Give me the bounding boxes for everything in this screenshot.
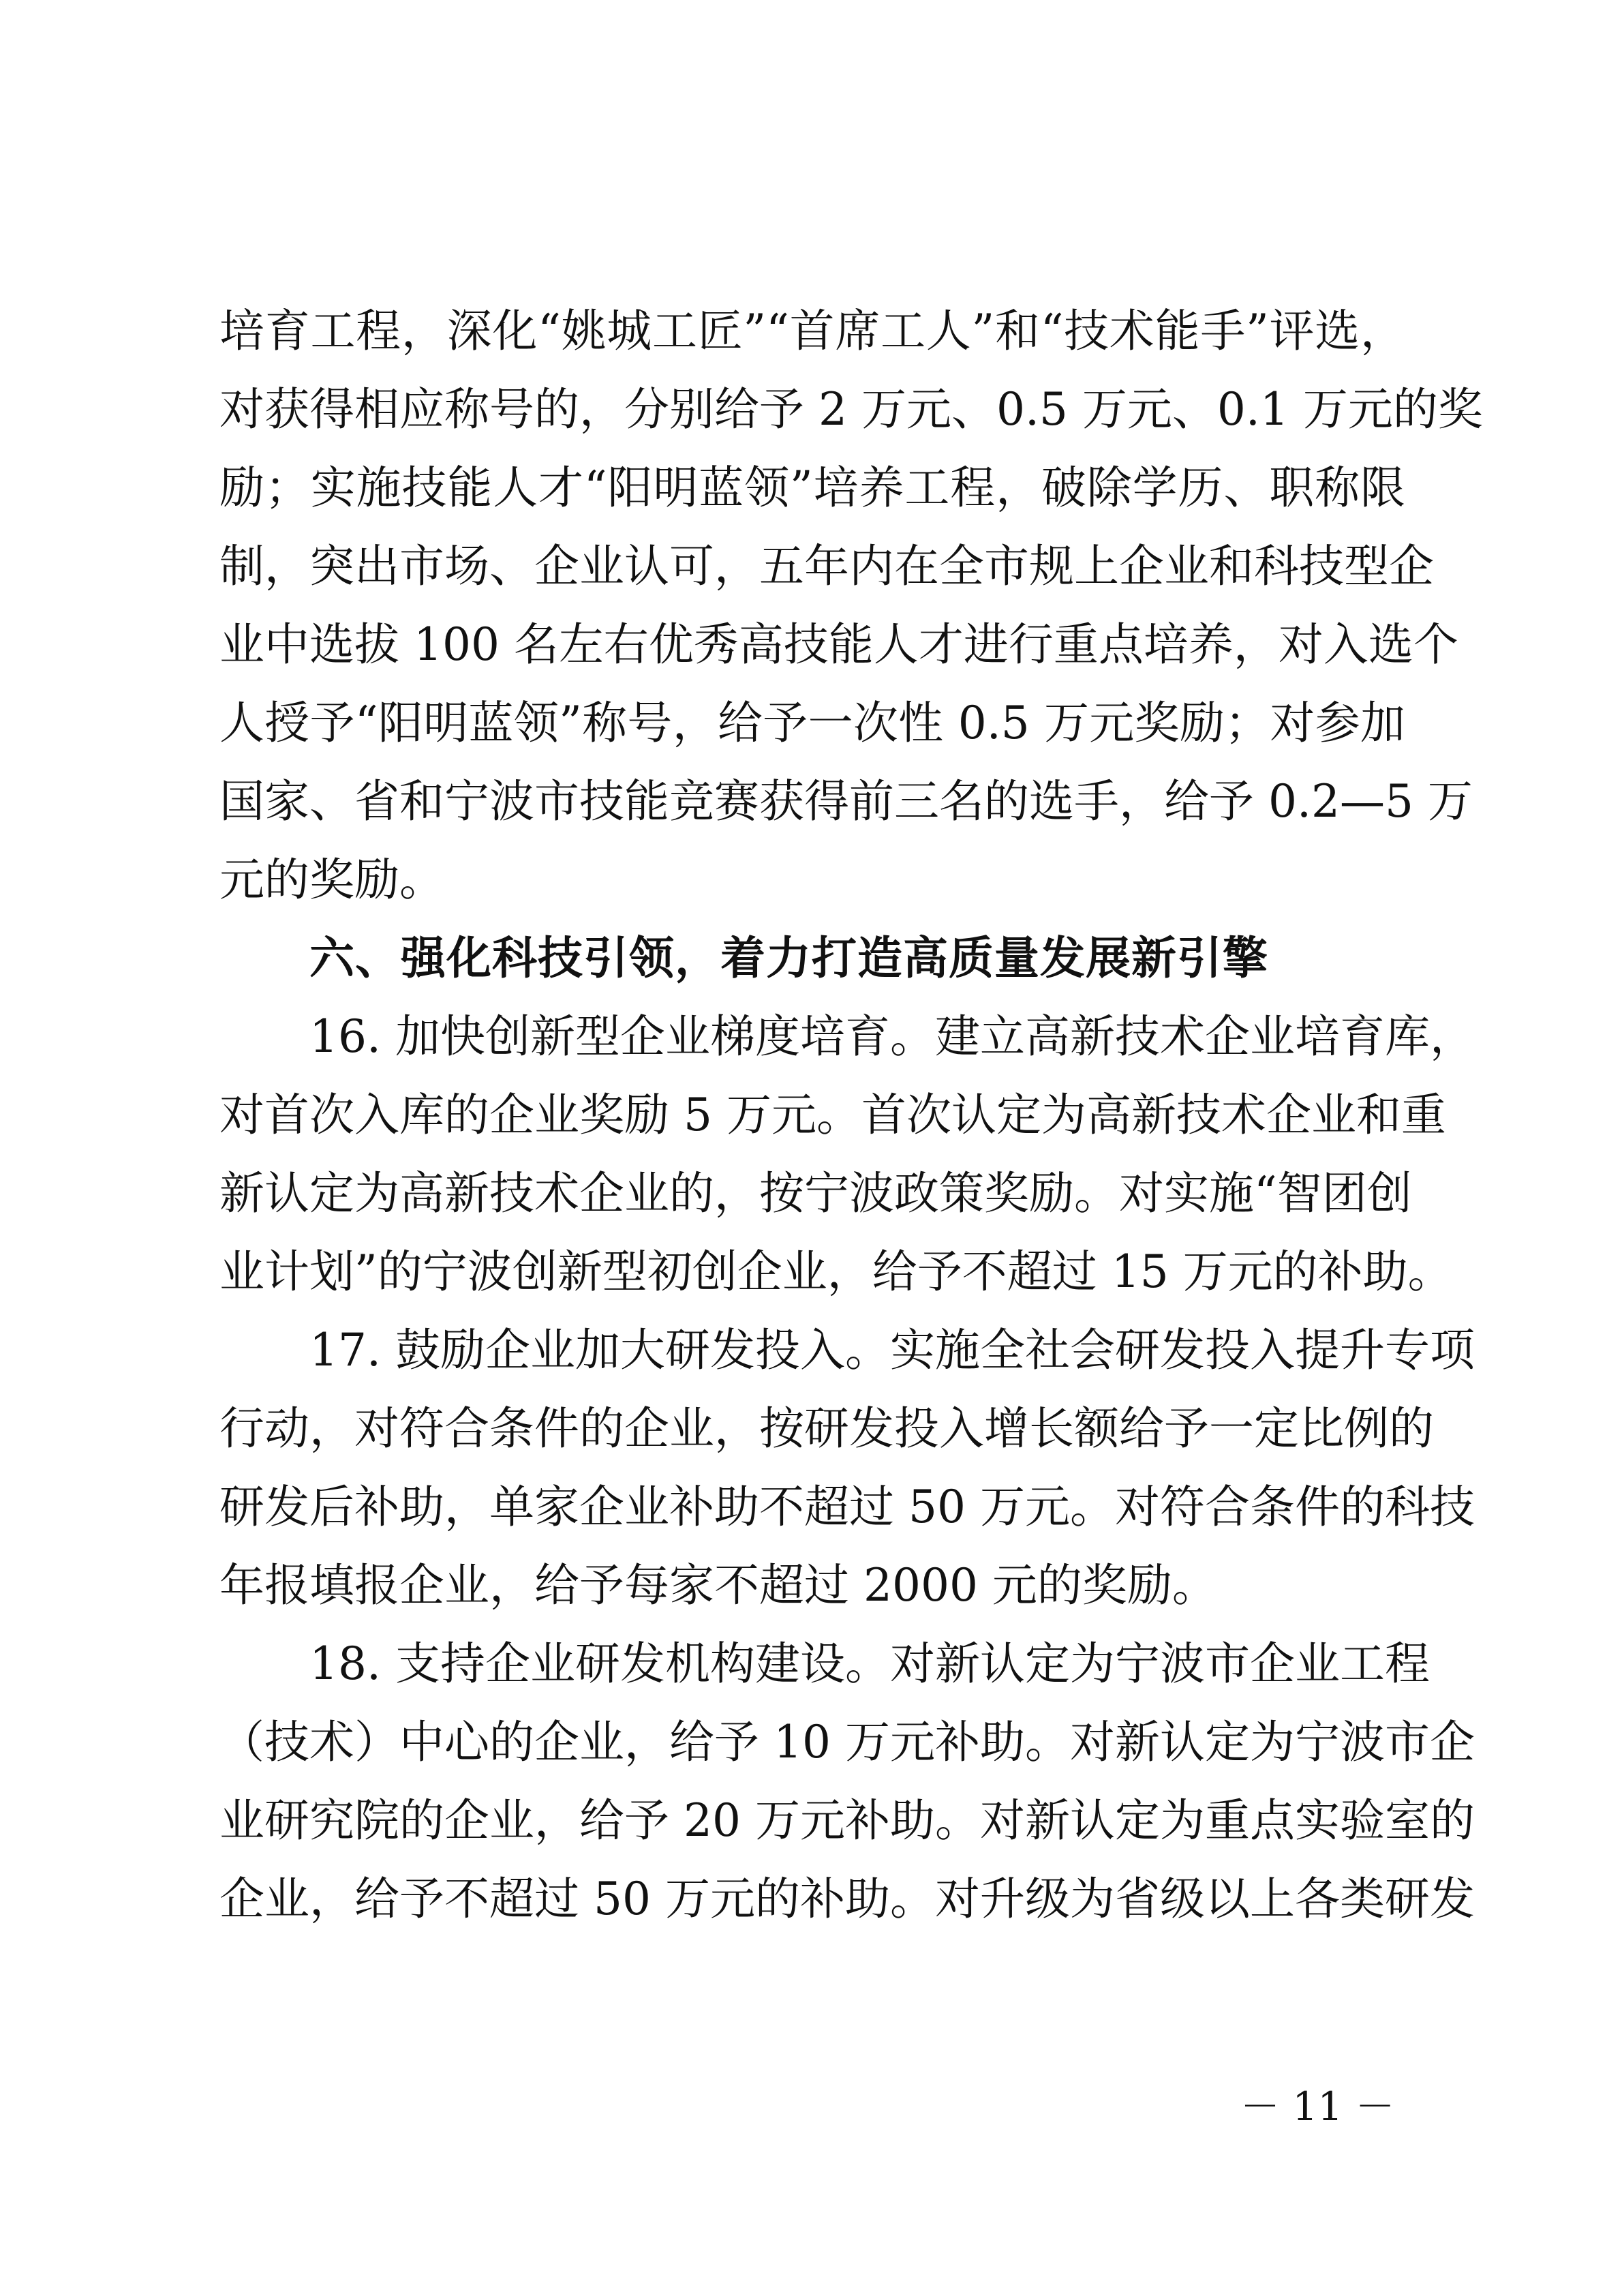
page-number: － 11 － [1240,2083,1395,2130]
text-line: 制，突出市场、企业认可，五年内在全市规上企业和科技型企 [219,540,1434,592]
text-line: 人授予“阳明蓝领”称号，给予一次性 0.5 万元奖励；对参加 [219,697,1405,749]
text-line: 研发后补助，单家企业补助不超过 50 万元。对符合条件的科技 [219,1481,1475,1533]
text-line: 行动，对符合条件的企业，按研发投入增长额给予一定比例的 [219,1402,1434,1455]
text-line: 业研究院的企业，给予 20 万元补助。对新认定为重点实验室的 [219,1794,1475,1847]
text-line: 培育工程，深化“姚城工匠”“首席工人”和“技术能手”评选， [219,305,1405,357]
text-line: 对获得相应称号的，分别给予 2 万元、0.5 万元、0.1 万元的奖 [219,383,1483,436]
text-line: 16. 加快创新型企业梯度培育。建立高新技术企业培育库， [309,1010,1475,1063]
text-line: （技术）中心的企业，给予 10 万元补助。对新认定为宁波市企 [219,1716,1475,1768]
text-line: 18. 支持企业研发机构建设。对新认定为宁波市企业工程 [309,1637,1430,1690]
text-line: 业中选拔 100 名左右优秀高技能人才进行重点培养，对入选个 [219,618,1458,671]
text-line: 励；实施技能人才“阳明蓝领”培养工程，破除学历、职称限 [219,462,1405,514]
text-line: 业计划”的宁波创新型初创企业，给予不超过 15 万元的补助。 [219,1245,1453,1298]
text-line: 国家、省和宁波市技能竞赛获得前三名的选手，给予 0.2—5 万 [219,775,1473,828]
section-heading: 六、强化科技引领，着力打造高质量发展新引擎 [309,932,1268,984]
text-line: 对首次入库的企业奖励 5 万元。首次认定为高新技术企业和重 [219,1089,1446,1141]
text-line: 新认定为高新技术企业的，按宁波政策奖励。对实施“智团创 [219,1167,1412,1220]
text-line: 元的奖励。 [219,854,444,906]
text-line: 17. 鼓励企业加大研发投入。实施全社会研发投入提升专项 [309,1324,1475,1376]
text-line: 年报填报企业，给予每家不超过 2000 元的奖励。 [219,1559,1217,1612]
text-line: 企业，给予不超过 50 万元的补助。对升级为省级以上各类研发 [219,1873,1475,1925]
document-body [219,292,1483,1938]
